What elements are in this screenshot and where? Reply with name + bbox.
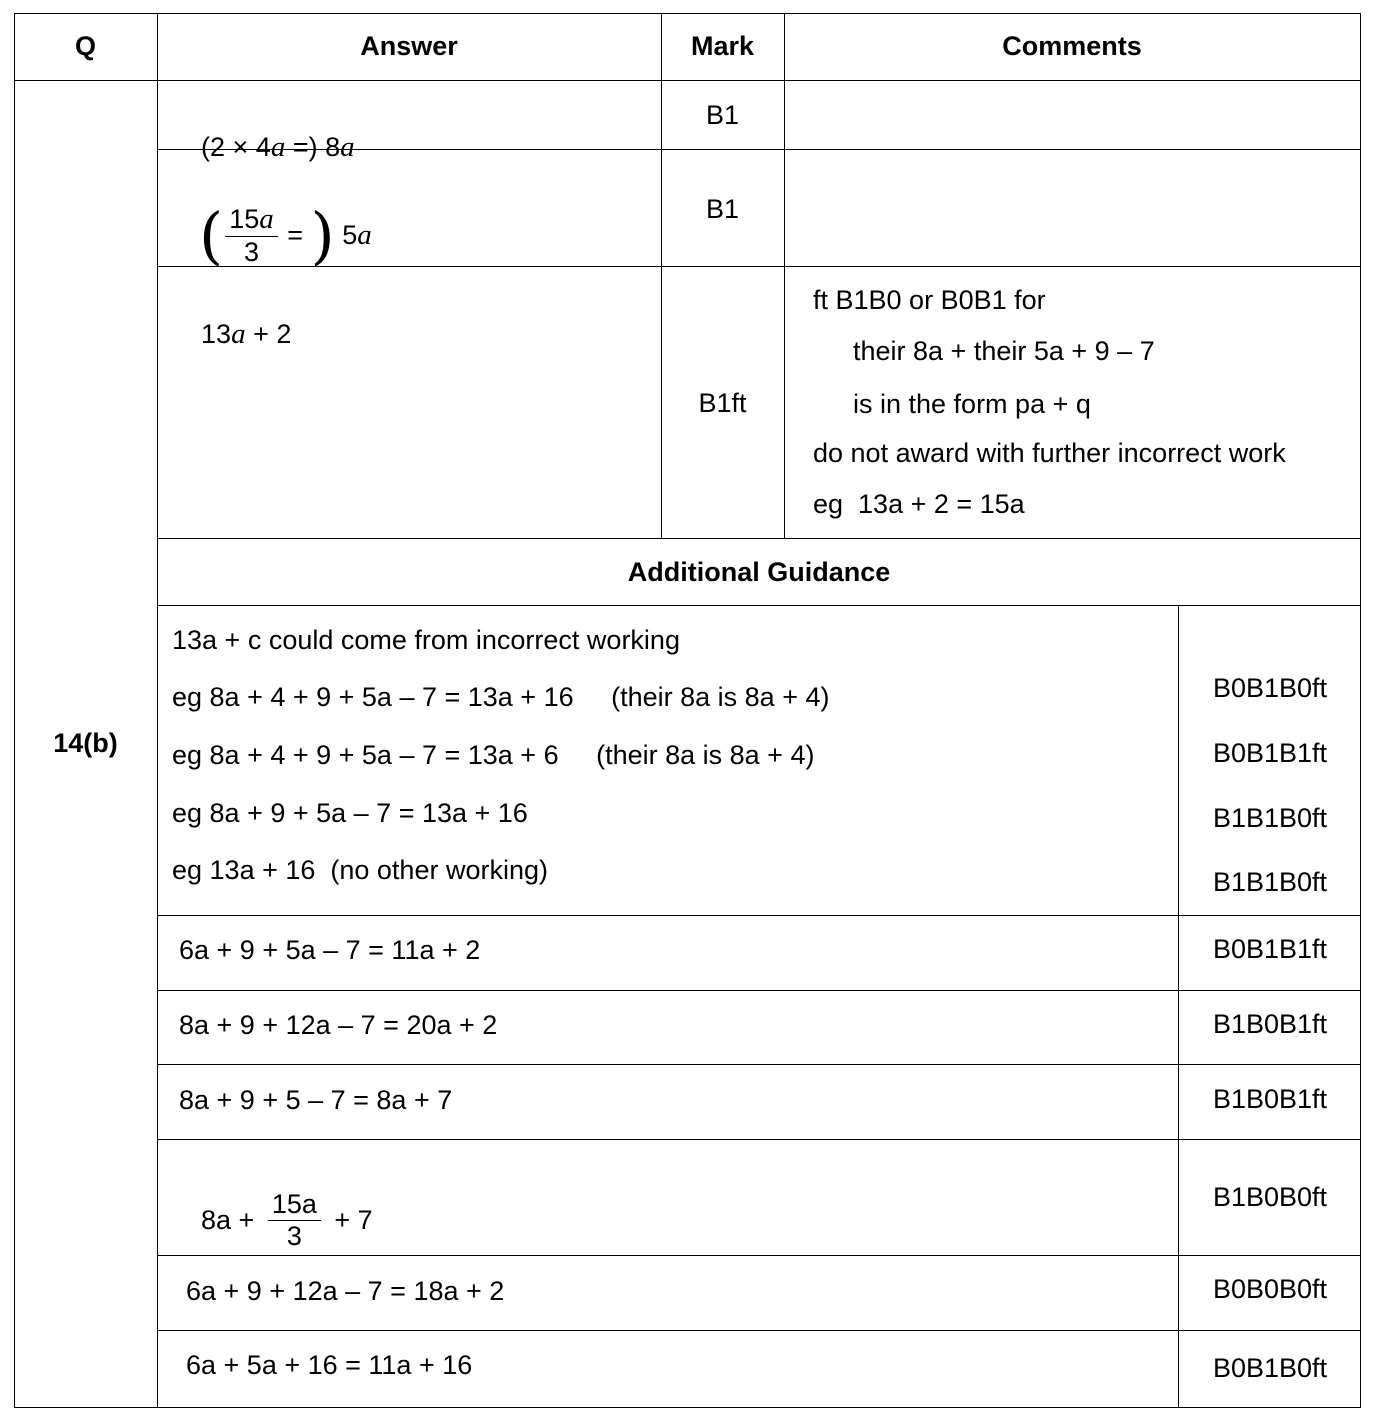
guidance-block-line-3: eg 8a + 4 + 9 + 5a – 7 = 13a + 6 (their 8a is 8a + 4) — [172, 740, 815, 770]
guidance-row-2: 8a + 9 + 12a – 7 = 20a + 2 — [179, 1010, 498, 1040]
guidance-row-3: 8a + 9 + 5 – 7 = 8a + 7 — [179, 1085, 453, 1115]
guidance-block-line-1: 13a + c could come from incorrect working — [172, 625, 680, 655]
answer-row-3: 13a + 2 — [201, 318, 292, 350]
guidance-row-6: 6a + 5a + 16 = 11a + 16 — [186, 1350, 473, 1380]
guidance-block-line-2: eg 8a + 4 + 9 + 5a – 7 = 13a + 16 (their 8a is 8a + 4) — [172, 682, 830, 712]
guidance-row-1-mark: B0B1B1ft — [1212, 934, 1328, 964]
guidance-block-mark-3: B1B1B0ft — [1212, 803, 1328, 833]
mark-row-2: B1 — [705, 194, 740, 224]
comment-line-4: do not award with further incorrect work — [813, 438, 1286, 468]
answer-row-2: ( $\frac{15a}{3}$ = ) 5a — [199, 199, 372, 272]
mark-row-1: B1 — [705, 100, 740, 130]
guidance-block-line-5: eg 13a + 16 (no other working) — [172, 855, 548, 885]
header-mark: Mark — [690, 31, 755, 61]
comment-line-1: ft B1B0 or B0B1 for — [813, 285, 1046, 315]
comment-line-3: is in the form pa + q — [853, 389, 1091, 419]
guidance-row-5-mark: B0B0B0ft — [1212, 1274, 1328, 1304]
guidance-row-5: 6a + 9 + 12a – 7 = 18a + 2 — [186, 1276, 505, 1306]
guidance-row-2-mark: B1B0B1ft — [1212, 1009, 1328, 1039]
header-answer: Answer — [360, 31, 458, 61]
guidance-block-mark-4: B1B1B0ft — [1212, 867, 1328, 897]
guidance-row-1: 6a + 9 + 5a – 7 = 11a + 2 — [179, 935, 481, 965]
comment-line-5: eg 13a + 2 = 15a — [813, 489, 1025, 519]
mark-row-3: B1ft — [698, 388, 747, 418]
additional-guidance-title: Additional Guidance — [627, 557, 891, 587]
guidance-block-line-4: eg 8a + 9 + 5a – 7 = 13a + 16 — [172, 798, 528, 828]
guidance-row-4: 8a + $\frac{15a}{3}$ + 7 — [201, 1189, 373, 1251]
comment-line-2: their 8a + their 5a + 9 – 7 — [853, 336, 1155, 366]
header-comments: Comments — [1002, 31, 1142, 61]
answer-row-1: (2 × 4a =) 8a — [201, 131, 355, 163]
guidance-block-mark-1: B0B1B0ft — [1212, 673, 1328, 703]
guidance-block-mark-2: B0B1B1ft — [1212, 738, 1328, 768]
guidance-row-3-mark: B1B0B1ft — [1212, 1084, 1328, 1114]
guidance-row-6-mark: B0B1B0ft — [1212, 1353, 1328, 1383]
guidance-row-4-mark: B1B0B0ft — [1212, 1182, 1328, 1212]
header-q: Q — [74, 31, 96, 61]
question-number: 14(b) — [53, 728, 118, 758]
